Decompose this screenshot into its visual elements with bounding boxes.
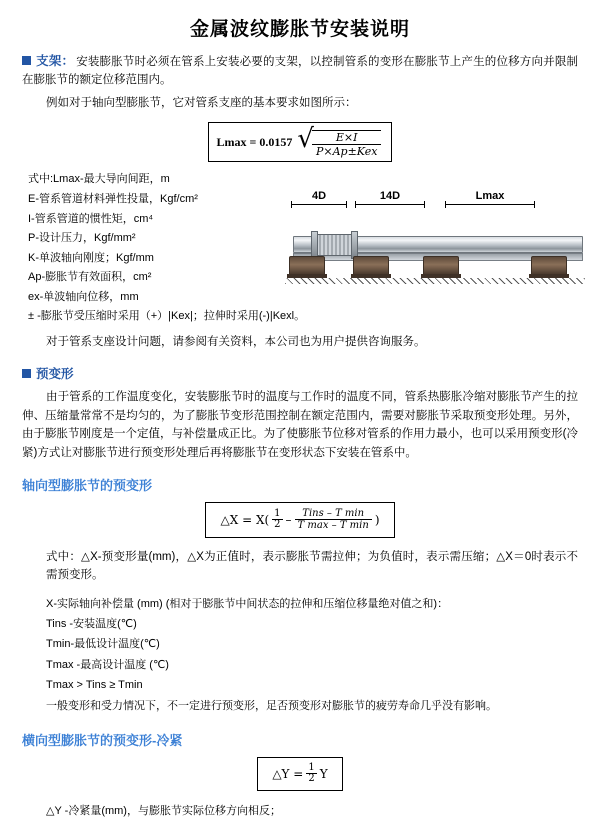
lateral-subheading: 横向型膨胀节的预变形-冷紧 (22, 732, 183, 748)
section-support-para2: 例如对于轴向型膨胀节，它对管系支座的基本要求如图所示： (46, 96, 357, 109)
anchor-support-1 (289, 256, 325, 275)
formula-lmax (22, 122, 578, 162)
formula-lateral-box (257, 757, 342, 791)
anchor-support-4 (531, 256, 567, 275)
ground-hatch (285, 278, 585, 284)
flange-left (311, 231, 318, 259)
formula-lateral-half (306, 763, 316, 785)
formula-lateral (22, 757, 578, 791)
diagram-column (289, 170, 585, 295)
formula-axial-minus: – (285, 512, 292, 527)
formula-lmax-box (208, 122, 393, 162)
dimension-label-14d: 14D (379, 190, 401, 203)
axial-note-6: 一般变形和受力情况下，不一定进行预变形，足否预变形对膨胀节的疲劳寿命几乎没有影响。 (46, 699, 497, 712)
formula-axial-half-den: 2 (274, 519, 281, 531)
axial-note-1: X-实际轴向补偿量 (mm) (相对于膨胀节中间状态的拉伸和压缩位移量绝对值之和)： (46, 597, 449, 610)
dimension-line-14d (355, 204, 425, 205)
axial-note-2: Tins -安装温度(℃) (46, 618, 137, 631)
formula-axial (22, 502, 578, 538)
legend-item: Ap-膨胀节有效面积，cm² (28, 271, 152, 284)
axial-notes (22, 548, 578, 716)
formula-lmax-numerator: E×I (312, 132, 381, 145)
blue-square-bullet-icon (22, 56, 31, 65)
formula-lmax-denominator: P×Ap±Kex (315, 145, 378, 159)
document-page (0, 14, 600, 817)
axial-note-5: Tmax > Tins ≥ Tmin (46, 679, 143, 692)
legend-item: ± -膨胀节受压缩时采用（+）|Kex|；拉伸时采用(-)|Kexl。 (28, 310, 306, 323)
formula-lateral-lhs: △Y = (272, 766, 304, 781)
section-pre-heading (22, 364, 578, 384)
formula-lateral-rhs: Y (319, 766, 328, 781)
formula-axial-box (205, 502, 394, 538)
axial-note-4: Tmax -最高设计温度 (℃) (46, 658, 169, 671)
legend-diagram-row (22, 170, 578, 327)
legend-item: E-管系管道材料弹性投量，Kgf/cm² (28, 192, 198, 205)
lateral-note-1: △Y -冷紧量(mm)，与膨胀节实际位移方向相反； (46, 804, 281, 817)
formula-axial-half (272, 509, 282, 531)
formula-lmax-label: Lmax = 0.0157 (216, 135, 293, 150)
document-body (0, 51, 600, 821)
legend-list (28, 170, 306, 327)
formula-axial-lhs: △X = X( (220, 512, 270, 527)
formula-axial-half-num: 1 (274, 507, 281, 519)
section-pre-para1: 由于管系的工作温度变化，安装膨胀节时的温度与工作时的温度不同，管系热膨胀冷缩对膨胀节产生的拉伸、压缩量常常不是均匀的，为了膨胀节变形范围控制在额定范围内，需要对膨胀节采取预变形处理。另外，由于膨胀节刚度是一个定值，与补偿量成正比。为了使膨胀节位移对管系的作用力最小，也可以采用预变形(冷紧)方式让对膨胀节进行预变形处理后再将膨胀节在变形状态下安装在管系中。 (22, 391, 578, 459)
guide-support-3 (423, 256, 459, 275)
legend-item: I-管系管道的惯性矩，cm⁴ (28, 212, 154, 225)
bellows-expansion-joint (315, 234, 353, 256)
section-support-heading (22, 51, 578, 90)
flange-right (351, 231, 358, 259)
section-support-title: 支架： (36, 54, 75, 68)
blue-square-bullet-icon-2 (22, 369, 31, 378)
legend-item: 式中:Lmax-最大导向间距，m (28, 173, 170, 186)
dimension-label-4d: 4D (311, 190, 327, 203)
section-support-para1: 安装膨胀节时必须在管系上安装必要的支架，以控制管系的变形在膨胀节上产生的位移方向并限制在膨胀节的额定位移范围内。 (22, 56, 578, 87)
formula-axial-rhs: ) (374, 512, 380, 527)
legend-item: P-设计压力，Kgf/mm² (28, 232, 136, 245)
legend-column (22, 170, 306, 327)
guide-support-2 (353, 256, 389, 275)
square-root-icon: √ $\frac{E\times I}{\text{P×Ap±Kex}}$ (297, 127, 381, 157)
axial-subheading: 轴向型膨胀节的预变形 (22, 477, 153, 493)
pipe-support-diagram (285, 190, 585, 295)
formula-axial-frac-num: Tins – T min (295, 508, 372, 521)
dimension-line-lmax (445, 204, 535, 205)
axial-note-0: 式中：△X-预变形量(mm)，△X为正值时，表示膨胀节需拉伸；为负值时，表示需压缩；△X＝0时表示不需预变形。 (46, 550, 578, 582)
formula-lateral-half-den: 2 (308, 773, 315, 785)
legend-note: 对于管系支座设计问题，请参阅有关资料，本公司也为用户提供咨询服务。 (46, 336, 426, 349)
dimension-label-lmax: Lmax (475, 190, 505, 203)
diagram-dimension-row (285, 190, 585, 208)
formula-axial-frac (295, 508, 372, 532)
dimension-line-4d (291, 204, 347, 205)
axial-note-3: Tmin-最低设计温度(℃) (46, 638, 160, 651)
page-title: 金属波纹膨胀节安装说明 (189, 18, 410, 40)
section-pre-title: 预变形 (36, 366, 74, 381)
legend-item: K-单波轴向刚度；Kgf/mm (28, 251, 154, 264)
lateral-notes (22, 801, 578, 821)
legend-item: ex-单波轴向位移，mm (28, 290, 139, 303)
formula-axial-frac-den: T max – T min (297, 520, 369, 532)
formula-lateral-half-num: 1 (308, 761, 315, 773)
